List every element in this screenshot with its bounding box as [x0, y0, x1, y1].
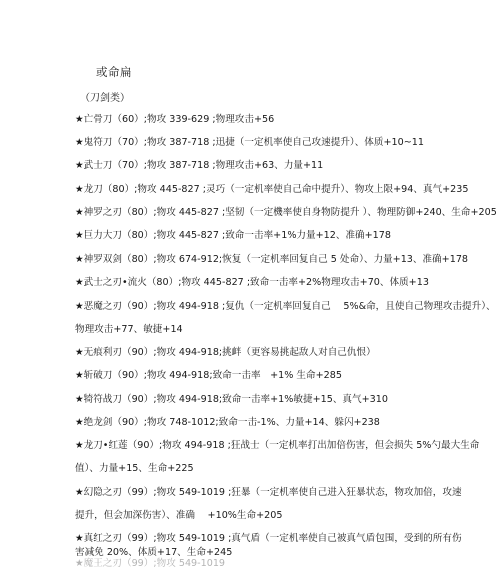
- list-item: ★幻隐之刃（99）;物攻 549-1019 ;狂暴（一定机率使自己进入狂暴状态，物攻加倍，攻速: [75, 487, 462, 498]
- list-item: ★龙刀（80）;物攻 445-827 ;灵巧（一定机率使自己命中提升）、物攻上限+94、真气+235: [75, 184, 469, 195]
- list-item: ★龙刀•红莲（90）;物攻 494-918 ;狂战士（一定机率打出加倍伤害，但会损失 5%勺最大生命: [75, 440, 480, 451]
- list-item: ★武士刀（70）;物攻 387-718 ;物理攻击+63、力量+11: [75, 160, 324, 171]
- list-item: ★绝龙剑（90）;物攻 748-1012;致命一击-1%、力量+14、躲闪+238: [75, 417, 380, 428]
- list-item: ★武士之刃•流火（80）;物攻 445-827 ;致命一击率+2%物理攻击+70、体质+13: [75, 277, 429, 288]
- list-item: ★恶魔之刃（90）;物攻 494-918 ;复仇（一定机率回复自己 5%&命，且使自己物理攻击提升）、: [75, 301, 496, 312]
- cutoff-line: ★魔王之刃（99）;物攻 549-1019: [75, 558, 226, 567]
- list-item: ★斩破刀（90）;物攻 494-918;致命一击率 +1% 生命+285: [75, 370, 342, 381]
- list-item: ★犄符战刀（90）;物攻 494-918;致命一击率+1%敏捷+15、真气+310: [75, 394, 388, 405]
- list-item-continuation: 提升，但会加深伤害）、准确 +10%生命+205: [75, 510, 283, 521]
- list-item-continuation: 值）、力量+15、生命+225: [75, 463, 194, 474]
- list-item: ★真红之刃（99）;物攻 549-1019 ;真气盾（一定机率使自己被真气盾包围，受到的所有伤: [75, 533, 462, 544]
- list-item-continuation: 物理攻击+77、敏捷+14: [75, 324, 183, 335]
- list-item-continuation: 害减免 20%、体质+17、生命+245: [75, 547, 233, 558]
- section-heading: （刀剑类）: [80, 93, 130, 104]
- list-item: ★神罗之刃（80）;物攻 445-827 ;坚韧（一定機率使自身物防提升 ）、物理防御+240、生命+205: [75, 207, 497, 218]
- list-item: ★亡骨刀（60）;物攻 339-629 ;物理攻击+56: [75, 114, 275, 125]
- list-item: ★神罗双剑（80）;物攻 674-912;恢复（一定机率回复自己 5 处命）、力量+13、准确+178: [75, 254, 469, 265]
- document-title: 或命扁: [96, 65, 132, 79]
- list-item: ★巨力大刀（80）;物攻 445-827 ;致命一击率+1%力量+12、准确+178: [75, 230, 391, 241]
- list-item: ★无痕利刃（90）;物攻 494-918;挑衅（更容易挑起敌人对自己仇恨）: [75, 347, 376, 358]
- list-item: ★鬼符刀（70）;物攻 387-718 ;迅捷（一定机率使自己攻速提升）、体质+10~11: [75, 137, 424, 148]
